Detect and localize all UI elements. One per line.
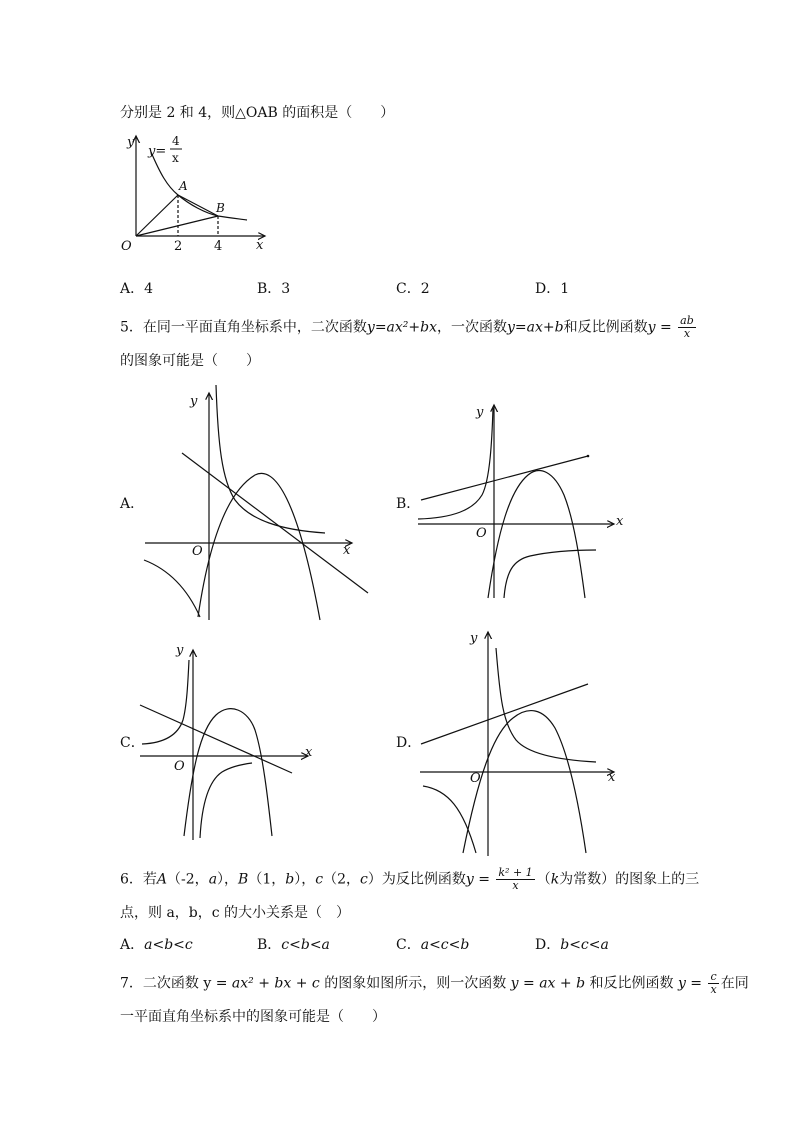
q4-stem-line: 分别是 2 和 4，则△OAB 的面积是（ ） [120,105,395,121]
segment-ab [178,195,218,216]
q5b-x-label: x [616,514,624,529]
q5c-x-label: x [305,745,313,760]
reciprocal-curve [151,152,247,220]
q5-option-d-label[interactable]: D． [396,735,422,751]
q4-tick-2: 2 [174,239,183,254]
q5-option-a-label[interactable]: A． [120,496,145,512]
q5-option-b-label[interactable]: B． [396,496,421,512]
q5-graph-c [140,640,340,840]
q5c-o-label: O [174,759,185,774]
segment-oa [136,195,178,236]
q5-stem-line-1: 5．在同一平面直角坐标系中，二次函数y=ax²+bx，一次函数y=ax+b和反比例函数y = $\frac{ab}{x}$ [120,314,694,340]
q5-graph-d [418,628,628,858]
q6-stem-line-1: 6．若A（-2，a），B（1，b），c（2，c）为反比例函数y = $\frac{\text{k² + 1}}{x}$ （k为常数）的图象上的三 [120,866,700,892]
q5a-o-label: O [192,544,203,559]
q6-stem-line-2: 点，则 a，b，c 的大小关系是（ ） [120,905,351,921]
q4-label-x: x [256,238,264,253]
q5-stem-line-2: 的图象可能是（ ） [120,353,260,369]
q5-graph-b [418,400,638,600]
q5c-y-label: y [176,643,184,658]
q5-option-c-label[interactable]: C． [120,735,145,751]
q6-recip-fraction: $\frac{\text{k² + 1}}{x}$ [498,866,533,892]
q4-tick-4: 4 [214,239,223,254]
q4-label-o: O [121,239,132,254]
q4-func-num: 4 [172,134,180,148]
q5-graph-a [140,385,380,625]
q4-label-y: y [127,135,135,150]
q5-recip-fraction: $\frac{ab}{x}$ [680,314,694,340]
q6-option-a[interactable]: A．a<b<c [120,937,193,953]
q4-func-prefix: y= [148,144,167,159]
q5b-o-label: O [476,526,487,541]
q6-option-c[interactable]: C．a<c<b [396,937,470,953]
q7-stem-line-2: 一平面直角坐标系中的图象可能是（ ） [120,1009,386,1025]
q5d-o-label: O [470,771,481,786]
q4-option-a[interactable]: A．4 [120,281,154,297]
q7-stem-line-1: 7．二次函数 y = ax² + bx + c 的图象如图所示，则一次函数 y = ax + b 和反比例函数 y = $\frac{c}{x}$ 在同 [120,970,749,996]
q4-option-d[interactable]: D．1 [535,281,570,297]
q4-label-a: A [179,179,188,193]
q5a-y-label: y [190,394,198,409]
q5d-x-label: x [608,770,616,785]
q4-label-b: B [216,201,225,215]
q5a-x-label: x [343,543,351,558]
q7-recip-fraction: $\frac{c}{x}$ [710,970,717,996]
q4-option-c[interactable]: C．2 [396,281,430,297]
segment-ob [136,216,218,236]
q6-option-d[interactable]: D．b<c<a [535,937,609,953]
q4-graph [115,128,275,258]
q5d-y-label: y [470,631,478,646]
q4-option-b[interactable]: B．3 [257,281,291,297]
q6-option-b[interactable]: B．c<b<a [257,937,330,953]
q5b-y-label: y [476,405,484,420]
q4-func-den: x [172,151,179,165]
